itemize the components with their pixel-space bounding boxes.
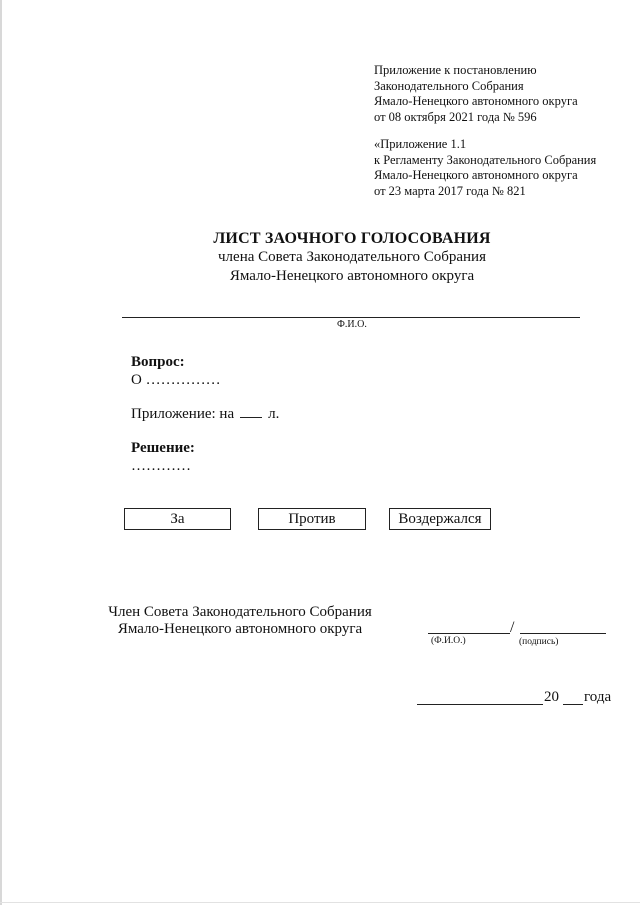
document-title: ЛИСТ ЗАОЧНОГО ГОЛОСОВАНИЯ [213,230,491,247]
attachment-line [131,405,279,423]
fio-caption: Ф.И.О. [337,319,367,330]
question-label: Вопрос: [131,354,185,370]
member-title-line1: Член Совета Законодательного Собрания [108,604,372,620]
date-year-line [563,704,583,705]
appendix-inner-line: от 23 марта 2017 года № 821 [374,183,526,198]
document-subtitle-line1: члена Совета Законодательного Собрания [218,249,486,265]
title-block [0,230,640,286]
appendix-line: Законодательного Собрания [374,78,524,93]
decision-label: Решение: [131,440,195,456]
date-day-month-line [417,704,543,705]
vote-for-button[interactable]: За [124,508,231,530]
appendix-inner-line: к Регламенту Законодательного Собрания [374,152,597,167]
document-subtitle-line2: Ямало-Ненецкого автономного округа [229,268,475,284]
page-bottom-edge [0,902,640,903]
question-value: О …………… [131,372,221,388]
attachment-suffix: л. [268,406,280,422]
date-year-word: года [584,689,612,705]
appendix-inner-line: Ямало-Ненецкого автономного округа [374,168,578,182]
vote-against-button[interactable]: Против [258,508,366,530]
signature-sign-line [520,633,606,634]
signature-fio-caption: (Ф.И.О.) [431,636,466,646]
appendix-inner-line: «Приложение 1.1 [374,137,467,151]
page-left-edge [0,0,2,905]
member-title-line2: Ямало-Ненецкого автономного округа [117,621,363,637]
signature-sign-caption: (подпись) [519,637,559,647]
signature-fio-line [428,633,510,634]
appendix-line: от 08 октября 2021 года № 596 [374,109,537,124]
fio-underline [122,317,580,318]
member-title [60,604,420,638]
decision-value: ………… [131,458,191,474]
appendix-line: Приложение к постановлению [374,63,537,77]
date-century: 20 [544,689,559,705]
appendix-header [374,63,596,199]
appendix-line: Ямало-Ненецкого автономного округа [374,94,578,108]
appendix-gap [374,125,596,137]
attachment-pages-blank [240,405,262,418]
signature-slash: / [510,619,515,636]
vote-abstain-button[interactable]: Воздержался [389,508,491,530]
attachment-prefix: Приложение: на [131,406,235,422]
